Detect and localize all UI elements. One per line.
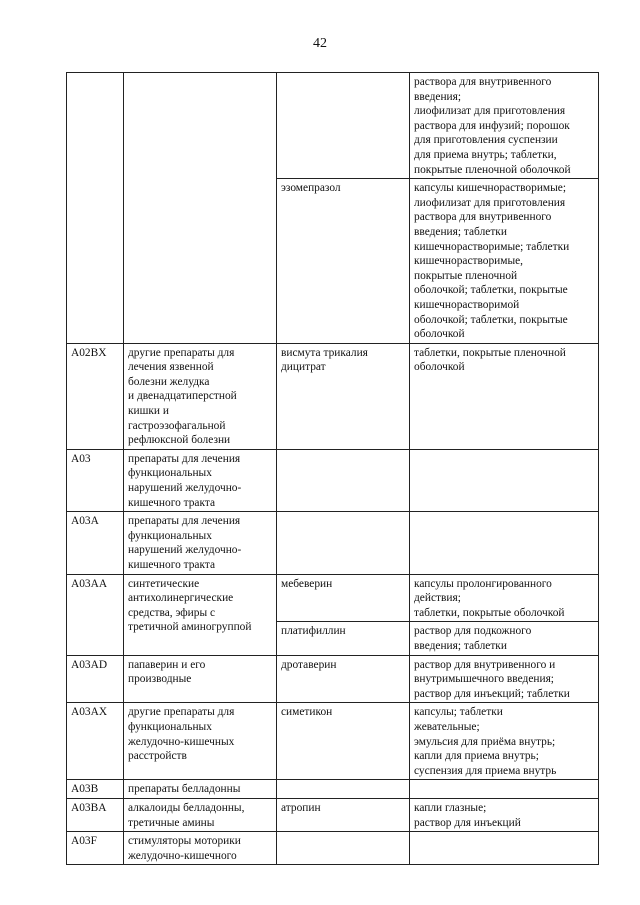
group-name-cell: алкалоиды белладонны, третичные амины — [124, 798, 277, 831]
table-row — [67, 832, 599, 865]
dosage-form-cell — [410, 780, 599, 799]
dosage-form-cell: раствор для подкожного введения; таблетки — [410, 622, 599, 655]
atc-code-cell: A03BA — [67, 798, 124, 831]
inn-cell: мебеверин — [277, 574, 410, 622]
atc-code-cell: A03 — [67, 449, 124, 511]
table-row — [67, 798, 599, 831]
table-row — [67, 73, 599, 179]
atc-code-cell: A03AD — [67, 655, 124, 703]
inn-cell: атропин — [277, 798, 410, 831]
group-name-cell: другие препараты для лечения язвенной болезни желудка и двенадцатиперстной кишки и гастроэзофагальной рефлюксной болезни — [124, 343, 277, 449]
dosage-form-cell: раствор для внутривенного и внутримышечного введения; раствор для инъекций; таблетки — [410, 655, 599, 703]
group-name-cell: другие препараты для функциональных желудочно-кишечных расстройств — [124, 703, 277, 780]
atc-code-cell: A03A — [67, 512, 124, 574]
group-name-cell: препараты для лечения функциональных нарушений желудочно- кишечного тракта — [124, 449, 277, 511]
atc-code-cell: A02BX — [67, 343, 124, 449]
atc-code-cell: A03AX — [67, 703, 124, 780]
group-name-cell: синтетические антихолинергические средства, эфиры с третичной аминогруппой — [124, 574, 277, 655]
inn-cell — [277, 73, 410, 179]
dosage-form-cell: таблетки, покрытые пленочной оболочкой — [410, 343, 599, 449]
inn-cell: платифиллин — [277, 622, 410, 655]
page-number: 42 — [313, 36, 327, 51]
inn-cell — [277, 832, 410, 865]
table-row — [67, 449, 599, 511]
group-name-cell: стимуляторы моторики желудочно-кишечного — [124, 832, 277, 865]
dosage-form-cell: капсулы пролонгированного действия; таблетки, покрытые оболочкой — [410, 574, 599, 622]
group-name-cell — [124, 73, 277, 344]
group-name-cell: препараты белладонны — [124, 780, 277, 799]
dosage-form-cell: раствора для внутривенного введения; лиофилизат для приготовления раствора для инфузий; порошок для приготовления суспензии для приема внутрь; таблетки, покрытые пленочной оболочкой — [410, 73, 599, 179]
atc-code-cell — [67, 73, 124, 344]
inn-cell — [277, 780, 410, 799]
table-row — [67, 574, 599, 622]
inn-cell: висмута трикалия дицитрат — [277, 343, 410, 449]
dosage-form-cell: капли глазные; раствор для инъекций — [410, 798, 599, 831]
inn-cell — [277, 449, 410, 511]
dosage-form-cell: капсулы кишечнорастворимые; лиофилизат для приготовления раствора для внутривенного введения; таблетки кишечнорастворимые; таблетки кишечнорастворимые, покрытые пленочной оболочкой; таблетки, покрытые кишечнорастворимой оболочкой; таблетки, покрытые оболочкой — [410, 179, 599, 344]
dosage-form-cell — [410, 449, 599, 511]
inn-cell: эзомепразол — [277, 179, 410, 344]
group-name-cell: препараты для лечения функциональных нарушений желудочно- кишечного тракта — [124, 512, 277, 574]
dosage-form-cell: капсулы; таблетки жевательные; эмульсия для приёма внутрь; капли для приема внутрь; суспензия для приема внутрь — [410, 703, 599, 780]
dosage-form-cell — [410, 832, 599, 865]
atc-code-cell: A03B — [67, 780, 124, 799]
table-row — [67, 343, 599, 449]
table-row — [67, 780, 599, 799]
inn-cell: дротаверин — [277, 655, 410, 703]
table-row — [67, 512, 599, 574]
inn-cell: симетикон — [277, 703, 410, 780]
table-row — [67, 655, 599, 703]
atc-code-cell: A03F — [67, 832, 124, 865]
group-name-cell: папаверин и его производные — [124, 655, 277, 703]
atc-code-cell: A03AA — [67, 574, 124, 655]
inn-cell — [277, 512, 410, 574]
table-row — [67, 703, 599, 780]
drug-table — [66, 72, 599, 865]
dosage-form-cell — [410, 512, 599, 574]
